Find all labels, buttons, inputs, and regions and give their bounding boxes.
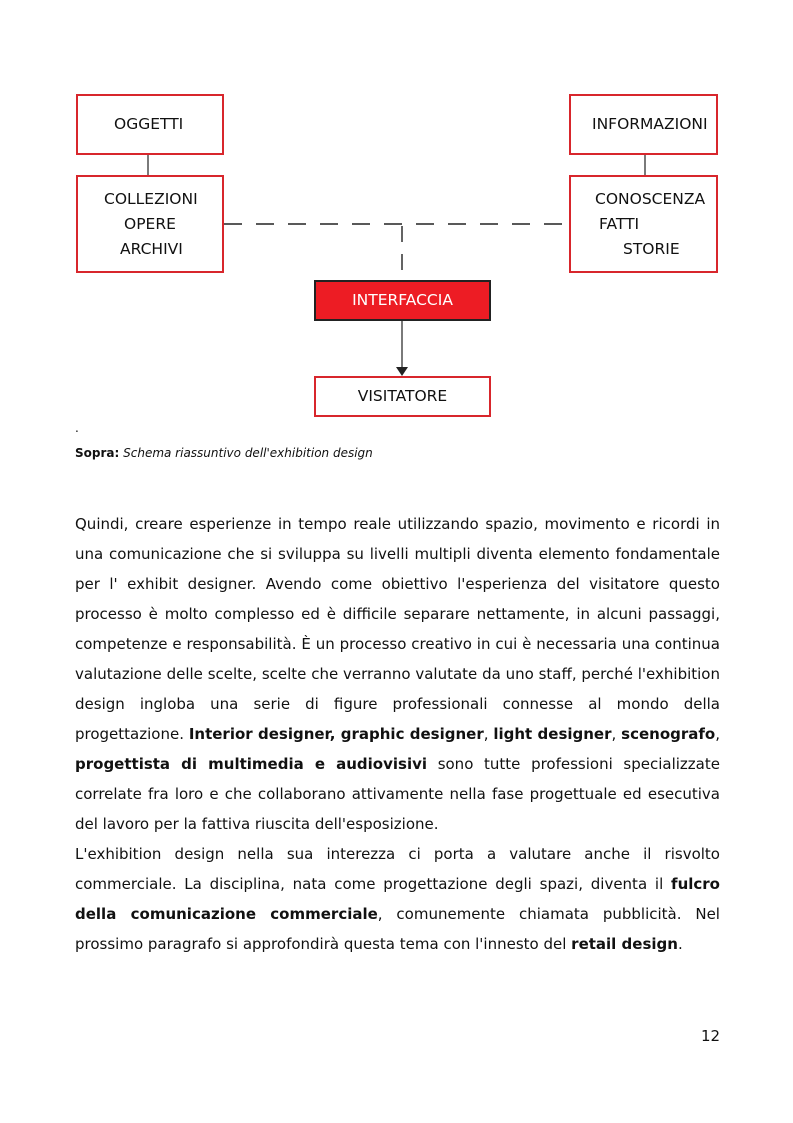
text-run: L'exhibition design nella sua interezza ci porta a valutare anche il risvolto commerciale. La disciplina, nata come progettazione degli spazi, diventa il	[75, 845, 720, 893]
diagram-box-collezioni	[76, 175, 224, 273]
bold-term: progettista di multimedia e audiovisivi	[75, 755, 428, 773]
caption-label: Sopra:	[75, 446, 120, 460]
text-run: ,	[611, 725, 622, 743]
box-label: OPERE	[124, 214, 176, 233]
arrow-head	[396, 367, 408, 376]
diagram-box-oggetti	[76, 94, 224, 155]
box-label: COLLEZIONI	[104, 189, 198, 208]
bold-term: retail design	[571, 935, 678, 953]
box-label: FATTI	[599, 214, 640, 233]
bold-term: light designer	[493, 725, 612, 743]
box-label: ARCHIVI	[120, 239, 183, 258]
diagram-box-visitatore	[314, 376, 491, 417]
bold-term: fulcro della comunicazione commerciale	[75, 875, 720, 923]
paragraph-1	[75, 509, 720, 839]
bold-term: Interior designer, graphic designer	[188, 725, 484, 743]
paragraph-2	[75, 839, 720, 959]
text-run: Quindi, creare esperienze in tempo reale utilizzando spazio, movimento e ricordi in una comunicazione che si sviluppa su livelli multipli diventa elemento fondamentale per l' exhibit designer. Avendo come obiettivo l'esperienza del visitatore questo processo è molto complesso ed è difficile separare nettamente, in alcuni passaggi, competenze e responsabilità. È un processo creativo in cui è necessaria una continua valutazione delle scelte, scelte che verranno valutate da uno staff, perché l'exhibition design ingloba una serie di figure professionali connesse al mondo della progettazione.	[75, 515, 720, 743]
bold-term: scenografo	[621, 725, 716, 743]
text-run: .	[677, 935, 683, 953]
text-run: sono tutte professioni specializzate correlate fra loro e che collaborano attivamente nella fase progettuale ed esecutiva del lavoro per la fattiva riuscita dell'esposizione.	[75, 755, 720, 833]
stray-dot: .	[75, 421, 79, 435]
box-label: INFORMAZIONI	[592, 115, 708, 133]
box-label: CONOSCENZA	[595, 189, 706, 208]
body-text	[75, 509, 720, 959]
caption-text: Schema riassuntivo dell'exhibition design	[123, 446, 373, 460]
text-run: , comunemente chiamata pubblicità. Nel prossimo paragrafo si approfondirà questa tema con l'innesto del	[75, 905, 720, 953]
diagram-box-interfaccia	[314, 280, 491, 321]
text-run: ,	[483, 725, 494, 743]
box-label: INTERFACCIA	[352, 291, 453, 309]
box-label: VISITATORE	[357, 387, 448, 405]
text-run: ,	[715, 725, 720, 743]
diagram-box-conoscenza	[569, 175, 718, 273]
box-label: OGGETTI	[114, 115, 184, 133]
diagram-box-informazioni	[569, 94, 718, 155]
box-label: STORIE	[623, 239, 680, 258]
page-number: 12	[701, 1027, 721, 1045]
figure-caption	[75, 446, 373, 460]
